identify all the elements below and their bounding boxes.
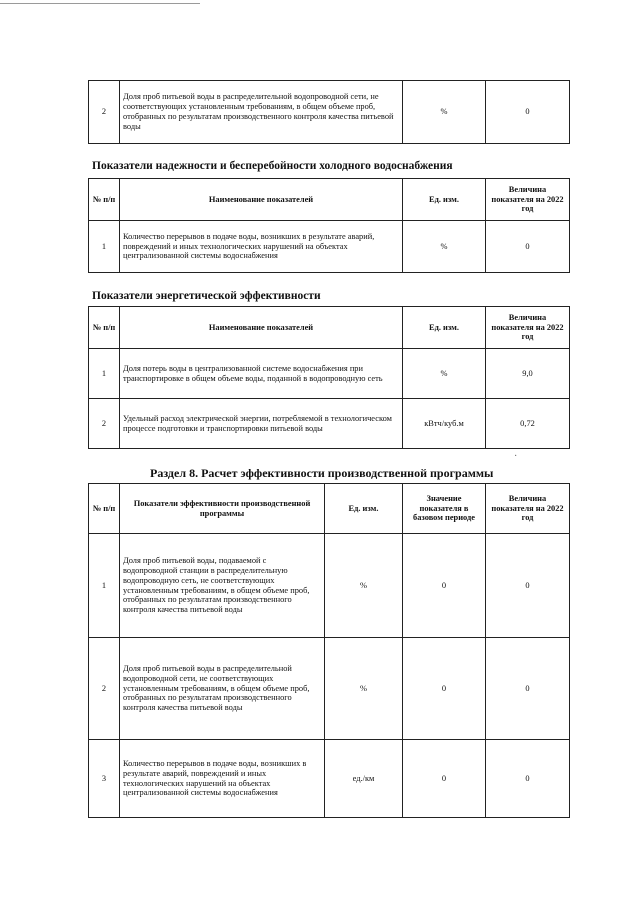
indicator-name: Доля проб питьевой воды в распределительной водопроводной сети, не соответствующих установленным требованиям, в общем объеме проб, отобранных по результатам производственного контроля качества питьевой воды <box>120 638 325 740</box>
unit-cell: кВтч/куб.м <box>403 399 486 449</box>
row-number: 3 <box>89 740 120 818</box>
unit-cell: % <box>403 81 486 144</box>
indicator-name: Количество перерывов в подаче воды, возникших в результате аварий, повреждений и иных технологических нарушений на объектах централизованной системы водоснабжения <box>120 740 325 818</box>
value-cell: 0 <box>486 638 570 740</box>
indicator-name: Доля проб питьевой воды, подаваемой с водопроводной станции в распределительную водопроводную сеть, не соответствующих установленным требованиям, в общем объеме проб, отобранных по результатам производственного контроля качества питьевой воды <box>120 534 325 638</box>
value-cell: 9,0 <box>486 349 570 399</box>
energy-heading: Показатели энергетической эффективности <box>92 290 321 302</box>
table-row <box>89 399 570 449</box>
row-number: 2 <box>89 399 120 449</box>
header-number: № п/п <box>89 307 120 349</box>
base-value-cell: 0 <box>403 638 486 740</box>
margin-mark: · <box>514 451 518 462</box>
header-name: Наименование показателей <box>120 307 403 349</box>
header-base: Значение показателя в базовом периоде <box>403 484 486 534</box>
table-row <box>89 81 570 144</box>
row-number: 1 <box>89 349 120 399</box>
header-name: Наименование показателей <box>120 179 403 221</box>
table-row <box>89 534 570 638</box>
header-name: Показатели эффективности производственной программы <box>120 484 325 534</box>
header-number: № п/п <box>89 179 120 221</box>
header-value: Величина показателя на 2022 год <box>486 179 570 221</box>
value-cell: 0 <box>486 740 570 818</box>
reliability-table <box>88 178 570 273</box>
row-number: 1 <box>89 221 120 273</box>
table-row <box>89 740 570 818</box>
continuation-table <box>88 80 570 144</box>
value-cell: 0 <box>486 81 570 144</box>
unit-cell: % <box>403 221 486 273</box>
base-value-cell: 0 <box>403 534 486 638</box>
indicator-name: Количество перерывов в подаче воды, возникших в результате аварий, повреждений и иных технологических нарушений на объектах централизованной системы водоснабжения <box>120 221 403 273</box>
header-unit: Ед. изм. <box>403 307 486 349</box>
unit-cell: ед./км <box>325 740 403 818</box>
section8-heading: Раздел 8. Расчет эффективности производственной программы <box>150 466 494 480</box>
value-cell: 0 <box>486 221 570 273</box>
section8-table <box>88 483 570 818</box>
table-header-row <box>89 484 570 534</box>
header-unit: Ед. изм. <box>325 484 403 534</box>
header-value: Величина показателя на 2022 год <box>486 307 570 349</box>
reliability-heading: Показатели надежности и бесперебойности холодного водоснабжения <box>92 160 453 172</box>
row-number: 2 <box>89 81 120 144</box>
header-value: Величина показателя на 2022 год <box>486 484 570 534</box>
table-row <box>89 221 570 273</box>
row-number: 1 <box>89 534 120 638</box>
unit-cell: % <box>325 534 403 638</box>
indicator-name: Доля потерь воды в централизованной системе водоснабжения при транспортировке в общем объеме воды, поданной в водопроводную сеть <box>120 349 403 399</box>
table-header-row <box>89 307 570 349</box>
page-top-rule <box>0 3 200 4</box>
indicator-name: Доля проб питьевой воды в распределительной водопроводной сети, не соответствующих установленным требованиям, в общем объеме проб, отобранных по результатам производственного контроля качества питьевой воды <box>120 81 403 144</box>
energy-table <box>88 306 570 449</box>
unit-cell: % <box>325 638 403 740</box>
unit-cell: % <box>403 349 486 399</box>
value-cell: 0 <box>486 534 570 638</box>
table-row <box>89 638 570 740</box>
header-unit: Ед. изм. <box>403 179 486 221</box>
table-header-row <box>89 179 570 221</box>
header-number: № п/п <box>89 484 120 534</box>
indicator-name: Удельный расход электрической энергии, потребляемой в технологическом процессе подготовки и транспортировки питьевой воды <box>120 399 403 449</box>
value-cell: 0,72 <box>486 399 570 449</box>
base-value-cell: 0 <box>403 740 486 818</box>
table-row <box>89 349 570 399</box>
row-number: 2 <box>89 638 120 740</box>
